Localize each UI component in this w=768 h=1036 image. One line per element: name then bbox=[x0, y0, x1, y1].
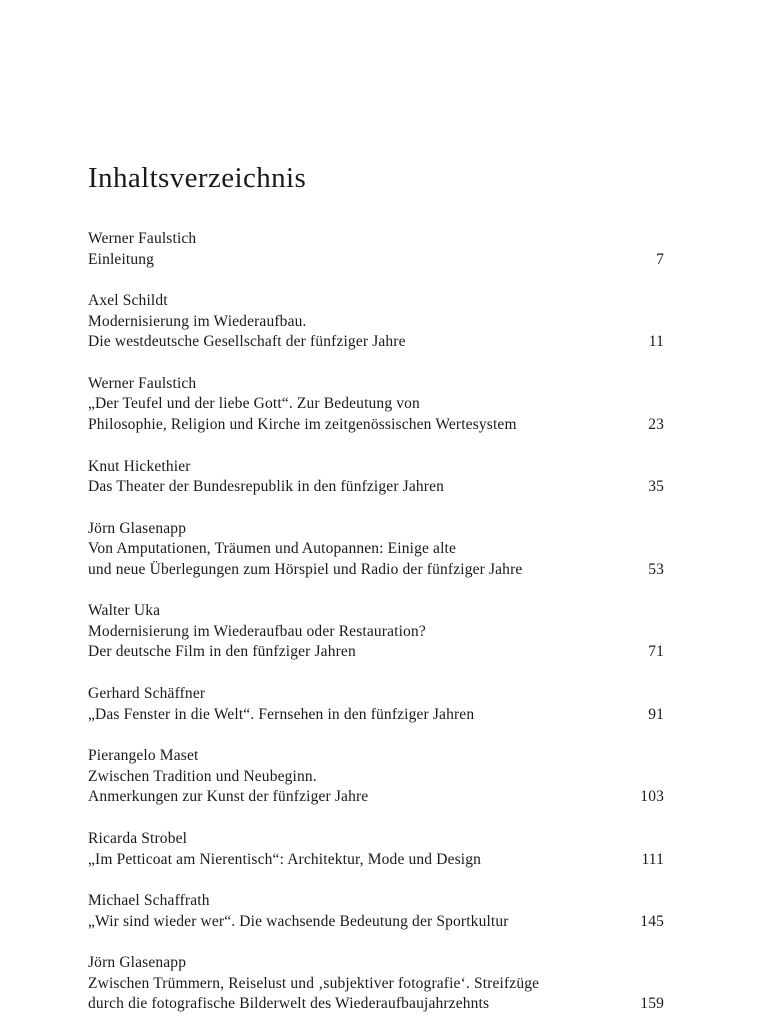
toc-entry bbox=[88, 374, 668, 436]
toc-entry-page-number: 35 bbox=[648, 478, 664, 496]
toc-entry-title-line: Die westdeutsche Gesellschaft der fünfziger Jahre bbox=[88, 333, 406, 351]
toc-entry-author: Ricarda Strobel bbox=[88, 830, 188, 847]
toc-entry bbox=[88, 829, 668, 870]
toc-entry-page-number: 11 bbox=[648, 333, 664, 351]
toc-entry-author: Werner Faulstich bbox=[88, 230, 197, 247]
toc-entry-page-number: 71 bbox=[648, 643, 664, 661]
toc-entry-title-line: Zwischen Tradition und Neubeginn. bbox=[88, 767, 317, 785]
toc-entry-title-line: Das Theater der Bundesrepublik in den fünfziger Jahren bbox=[88, 478, 445, 496]
toc-entry bbox=[88, 519, 668, 581]
toc-entry-title-line: Philosophie, Religion und Kirche im zeitgenössischen Wertesystem bbox=[88, 415, 517, 433]
toc-entry-author: Axel Schildt bbox=[88, 292, 168, 310]
toc-entry-author: Jörn Glasenapp bbox=[88, 954, 187, 972]
toc-entry-page-number: 103 bbox=[640, 788, 664, 806]
toc-entry-title-line: „Wir sind wieder wer“. Die wachsende Bedeutung der Sportkultur bbox=[88, 912, 509, 930]
toc-entry bbox=[88, 291, 668, 353]
toc-entry bbox=[88, 684, 668, 725]
toc-entry-title-line: Modernisierung im Wiederaufbau oder Restauration? bbox=[88, 622, 426, 640]
toc-entry bbox=[88, 229, 668, 270]
toc-entry-page-number: 159 bbox=[640, 995, 664, 1013]
toc-entry-author: Walter Uka bbox=[88, 602, 161, 620]
toc-entry-title-line: Zwischen Trümmern, Reiselust und ‚subjektiver fotografie‘. Streifzüge bbox=[88, 974, 540, 992]
toc-entry-title-line: Anmerkungen zur Kunst der fünfziger Jahre bbox=[88, 788, 369, 806]
toc-entry bbox=[88, 953, 668, 1015]
toc-entry-author: Gerhard Schäffner bbox=[88, 685, 206, 703]
toc-entry-title-line: durch die fotografische Bilderwelt des Wiederaufbaujahrzehnts bbox=[88, 995, 490, 1013]
toc-entry-page-number: 111 bbox=[641, 850, 664, 868]
toc-entry bbox=[88, 457, 668, 498]
toc-entry-page-number: 7 bbox=[656, 250, 664, 268]
toc-entry-title-line: „Der Teufel und der liebe Gott“. Zur Bedeutung von bbox=[88, 395, 420, 413]
toc-entry-author: Pierangelo Maset bbox=[88, 747, 199, 765]
toc-entry bbox=[88, 601, 668, 663]
toc-entry-author: Michael Schaffrath bbox=[88, 892, 210, 910]
toc-entry-title-line: Von Amputationen, Träumen und Autopannen: Einige alte bbox=[88, 540, 457, 558]
toc-entry-page-number: 91 bbox=[648, 705, 664, 723]
toc-entry-page-number: 53 bbox=[648, 560, 664, 578]
toc-entry-title-line: Der deutsche Film in den fünfziger Jahren bbox=[88, 643, 356, 661]
toc-entry-title-line: „Das Fenster in die Welt“. Fernsehen in den fünfziger Jahren bbox=[88, 705, 475, 723]
toc-entry-title-line: Modernisierung im Wiederaufbau. bbox=[88, 312, 307, 330]
toc-entry bbox=[88, 746, 668, 808]
toc-entry-author: Jörn Glasenapp bbox=[88, 519, 187, 537]
toc-entry-author: Knut Hickethier bbox=[88, 457, 191, 475]
toc-entry-title-line: und neue Überlegungen zum Hörspiel und Radio der fünfziger Jahre bbox=[88, 560, 523, 578]
toc-entry-author: Werner Faulstich bbox=[88, 374, 197, 392]
toc-entry-page-number: 145 bbox=[640, 912, 664, 930]
page-title: Inhaltsverzeichnis bbox=[88, 162, 307, 194]
toc-list bbox=[88, 229, 668, 1036]
toc-entry-page-number: 23 bbox=[648, 415, 664, 433]
toc-entry-title-line: „Im Petticoat am Nierentisch“: Architektur, Mode und Design bbox=[88, 850, 482, 868]
toc-entry-title-line: Einleitung bbox=[88, 250, 155, 268]
toc-entry bbox=[88, 891, 668, 932]
